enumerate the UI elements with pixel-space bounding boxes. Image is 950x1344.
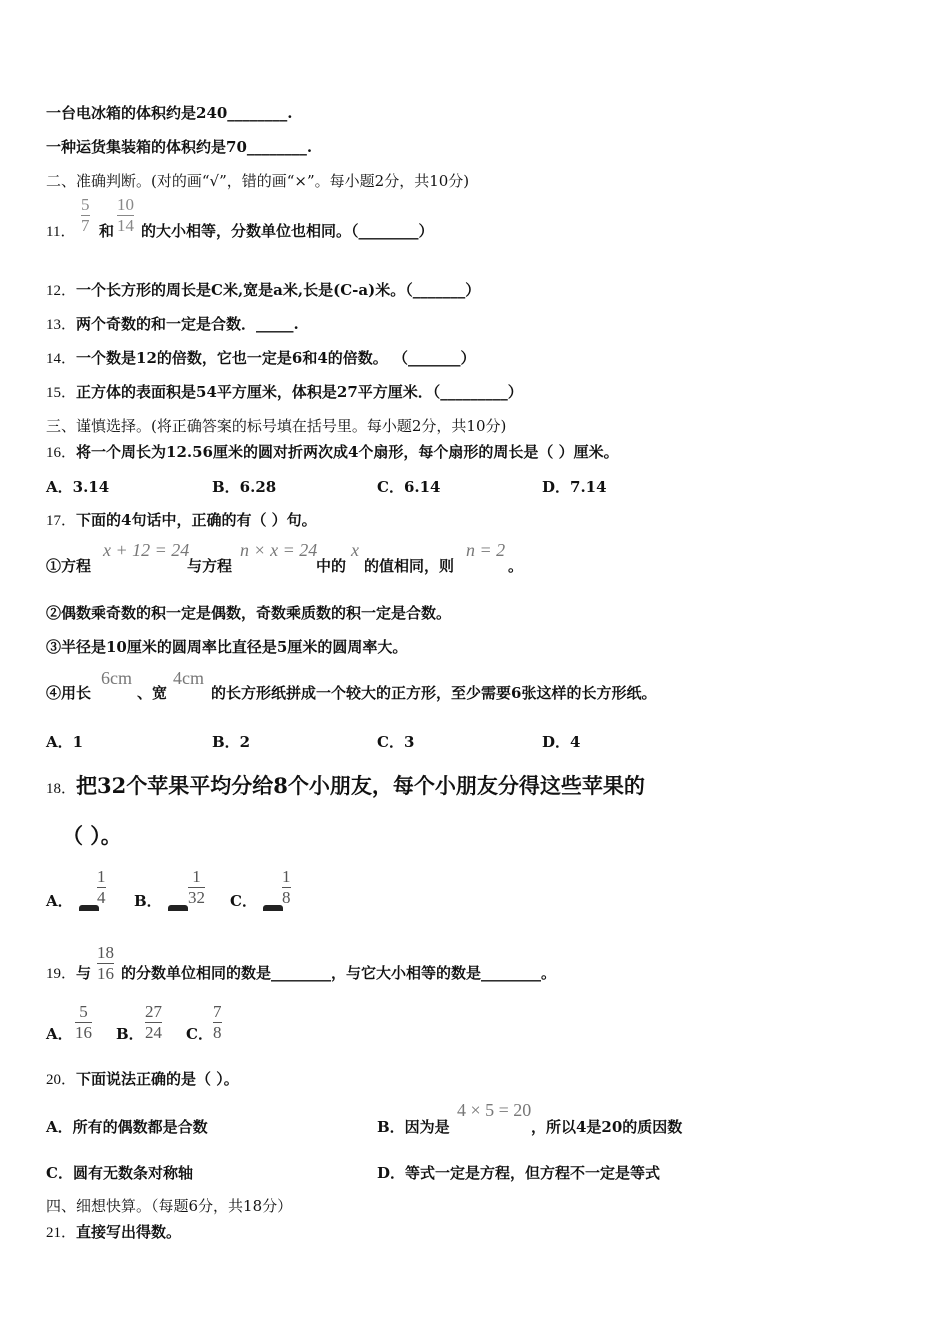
width-4cm: 4cm xyxy=(173,668,204,688)
section-3-heading: 三、谨慎选择。(将正确答案的标号填在括号里。每小题2分，共10分) xyxy=(46,417,507,435)
statement-4-text: 的长方形纸拼成一个较大的正方形，至少需要6张这样的长方形纸。 xyxy=(211,684,657,702)
q19-option-b[interactable]: B． xyxy=(116,1025,144,1043)
container-question: 一种运货集装箱的体积约是70________. xyxy=(46,138,313,156)
and-label: 和 xyxy=(99,222,115,240)
equation-x-plus-12: x + 12 = 24 xyxy=(103,540,190,560)
fraction-7-8: $\frac{7}{8}$ xyxy=(213,1002,222,1042)
statement-1-prefix: ①方程 xyxy=(46,557,92,575)
statement-4-width: 、宽 xyxy=(137,684,168,702)
question-11-text: 的大小相等，分数单位也相同。（________） xyxy=(141,222,434,240)
q19-option-c[interactable]: C． xyxy=(186,1025,213,1043)
section-4-heading: 四、细想快算。（每题6分，共18分） xyxy=(46,1197,293,1215)
question-14: 14．一个数是12的倍数，它也一定是6和4的倍数。 （_______） xyxy=(46,349,476,367)
statement-3: ③半径是10厘米的圆周率比直径是5厘米的圆周率大。 xyxy=(46,638,408,656)
question-18-blank: （ ）。 xyxy=(62,823,122,848)
question-18: 18．把32个苹果平均分给8个小朋友，每个小朋友分得这些苹果的 xyxy=(46,773,645,798)
q18-option-b[interactable]: B． xyxy=(134,890,190,911)
statement-4-prefix: ④用长 xyxy=(46,684,92,702)
statement-1-same: 的值相同，则 xyxy=(364,557,455,575)
q20-option-b-rest: ，所以4是20的质因数 xyxy=(531,1118,683,1136)
statement-1-end: 。 xyxy=(508,557,524,575)
fraction-5-7: $\frac{5}{7}$ xyxy=(81,195,90,235)
q16-option-b[interactable]: B．6.28 xyxy=(212,478,277,496)
q20-option-b[interactable]: B．因为是 xyxy=(377,1118,450,1136)
statement-2: ②偶数乘奇数的积一定是偶数，奇数乘质数的积一定是合数。 xyxy=(46,604,452,622)
fraction-27-24: $\frac{27}{24}$ xyxy=(145,1002,162,1042)
question-19: 19．与 xyxy=(46,964,92,982)
q17-option-b[interactable]: B．2 xyxy=(212,733,251,751)
equation-n-equals-2: n = 2 xyxy=(466,540,506,560)
question-15: 15．正方体的表面积是54平方厘米，体积是27平方厘米．（_________） xyxy=(46,383,523,401)
question-12: 12．一个长方形的周长是C米,宽是a米,长是(C-a)米。（_______） xyxy=(46,281,481,299)
q18-option-a[interactable]: A． xyxy=(46,890,101,911)
question-number: 11． xyxy=(46,224,76,240)
statement-1-in: 中的 xyxy=(316,557,347,575)
fraction-1-32: $\frac{1}{32}$ xyxy=(188,867,205,907)
q20-option-d[interactable]: D．等式一定是方程，但方程不一定是等式 xyxy=(377,1164,661,1182)
q17-option-d[interactable]: D．4 xyxy=(542,733,581,751)
fraction-1-8: $\frac{1}{8}$ xyxy=(282,867,291,907)
equation-4-times-5: 4 × 5 = 20 xyxy=(457,1100,532,1120)
q16-option-a[interactable]: A．3.14 xyxy=(46,478,110,496)
q17-option-a[interactable]: A．1 xyxy=(46,733,84,751)
variable-x: x xyxy=(351,540,359,560)
q20-option-a[interactable]: A．所有的偶数都是合数 xyxy=(46,1118,208,1136)
fridge-question: 一台电冰箱的体积约是240________. xyxy=(46,104,293,122)
question-20: 20．下面说法正确的是（ ）。 xyxy=(46,1070,239,1088)
q16-option-c[interactable]: C．6.14 xyxy=(377,478,441,496)
question-17: 17．下面的4句话中，正确的有（ ）句。 xyxy=(46,511,317,529)
question-21: 21．直接写出得数。 xyxy=(46,1223,182,1241)
q18-option-c[interactable]: C． xyxy=(230,890,285,911)
equation-n-times-x: n × x = 24 xyxy=(240,540,318,560)
q17-option-c[interactable]: C．3 xyxy=(377,733,415,751)
q19-option-a[interactable]: A． xyxy=(46,1025,73,1043)
statement-1-and: 与方程 xyxy=(187,557,233,575)
q20-option-c[interactable]: C．圆有无数条对称轴 xyxy=(46,1164,193,1182)
fraction-5-16: $\frac{5}{16}$ xyxy=(75,1002,92,1042)
fraction-18-16: $\frac{18}{16}$ xyxy=(97,943,114,983)
length-6cm: 6cm xyxy=(101,668,132,688)
section-2-heading: 二、准确判断。(对的画“√”，错的画“×”。每小题2分，共10分) xyxy=(46,172,470,190)
question-11 xyxy=(46,221,75,242)
question-16: 16．将一个周长为12.56厘米的圆对折两次成4个扇形，每个扇形的周长是（ ）厘米。 xyxy=(46,443,619,461)
question-19-text: 的分数单位相同的数是________，与它大小相等的数是________。 xyxy=(121,964,557,982)
q16-option-d[interactable]: D．7.14 xyxy=(542,478,607,496)
fraction-10-14: $\frac{10}{14}$ xyxy=(117,195,134,235)
fraction-1-4: $\frac{1}{4}$ xyxy=(97,867,106,907)
question-13: 13．两个奇数的和一定是合数．_____. xyxy=(46,315,299,333)
